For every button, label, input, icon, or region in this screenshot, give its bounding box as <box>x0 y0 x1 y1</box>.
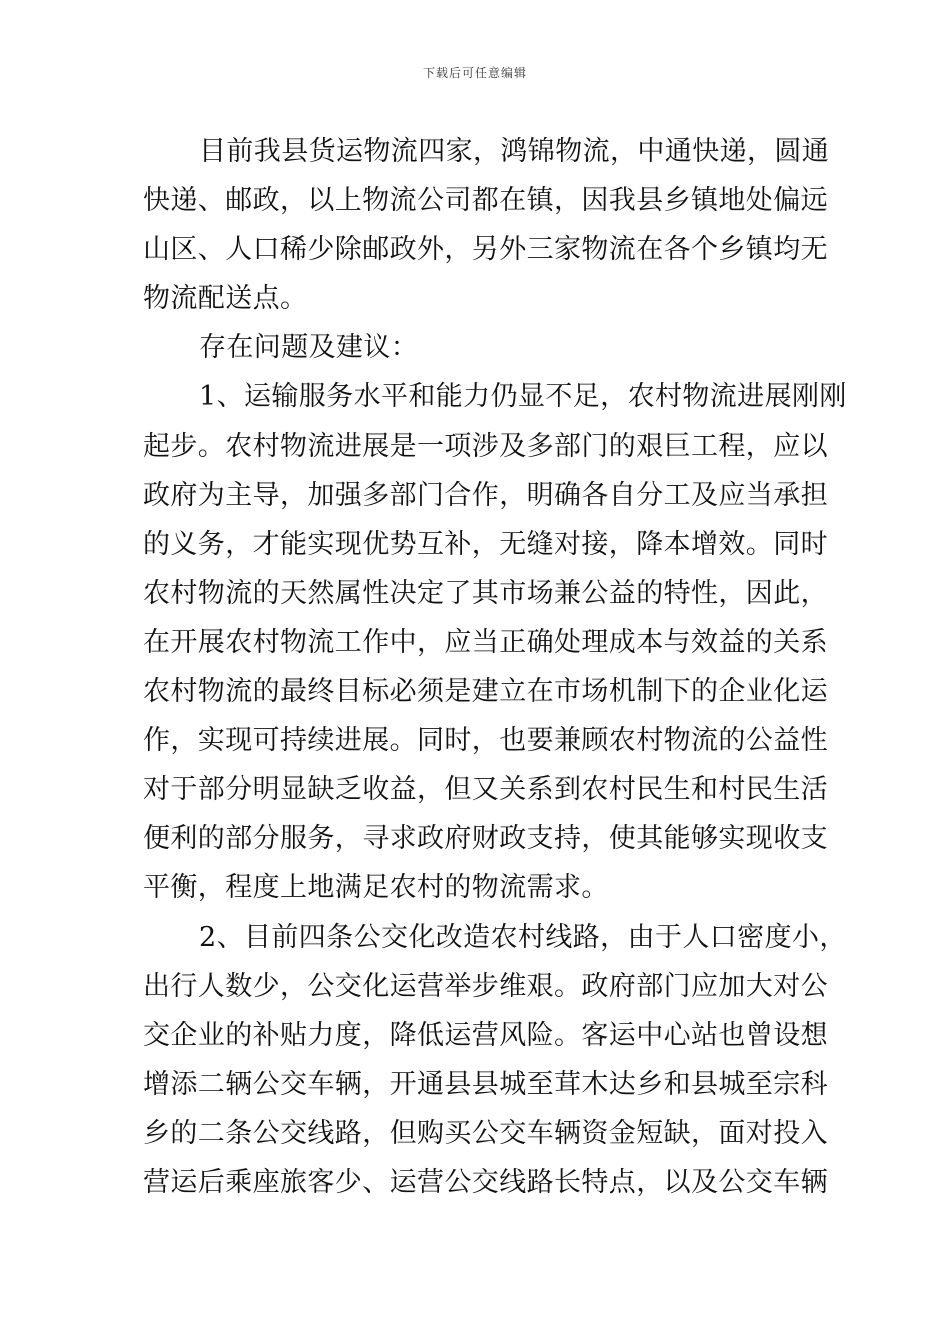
paragraph-line: 出行人数少，公交化运营举步维艰。政府部门应加大对公 <box>143 970 828 1002</box>
paragraph-line: 农村物流的天然属性决定了其市场兼公益的特性，因此， <box>143 577 828 609</box>
paragraph-line: 的义务，才能实现优势互补，无缝对接，降本增效。同时 <box>143 528 828 560</box>
paragraph-line: 交企业的补贴力度，降低运营风险。客运中心站也曾设想 <box>143 1019 828 1051</box>
paragraph-line: 山区、人口稀少除邮政外，另外三家物流在各个乡镇均无 <box>143 234 828 266</box>
paragraph-line: 对于部分明显缺乏收益，但又关系到农村民生和村民生活 <box>143 774 828 806</box>
paragraph-line: 目前我县货运物流四家，鸿锦物流，中通快递，圆通 <box>199 136 830 167</box>
paragraph-line: 政府为主导，加强多部门合作，明确各自分工及应当承担 <box>143 479 828 511</box>
paragraph-line: 平衡，程度上地满足农村的物流需求。 <box>143 872 609 904</box>
paragraph-line: 便利的部分服务，寻求政府财政支持，使其能够实现收支 <box>143 823 828 855</box>
paragraph-line: 2、目前四条公交化改造农村线路，由于人口密度小， <box>199 921 847 953</box>
paragraph-line: 在开展农村物流工作中，应当正确处理成本与效益的关系 <box>143 626 828 658</box>
paragraph-line: 起步。农村物流进展是一项涉及多部门的艰巨工程，应以 <box>143 430 828 462</box>
paragraph-line: 快递、邮政，以上物流公司都在镇，因我县乡镇地处偏远 <box>143 185 828 217</box>
paragraph-line: 乡的二条公交线路，但购买公交车辆资金短缺，面对投入 <box>143 1117 828 1149</box>
paragraph-line: 1、运输服务水平和能力仍显不足，农村物流进展刚刚 <box>199 381 847 413</box>
section-heading: 存在问题及建议： <box>199 332 419 364</box>
page-header: 下载后可任意编辑 <box>422 66 527 80</box>
document-body <box>143 127 847 1207</box>
paragraph-line: 作，实现可持续进展。同时，也要兼顾农村物流的公益性 <box>143 725 828 757</box>
paragraph-line: 物流配送点。 <box>143 283 308 315</box>
paragraph-line: 营运后乘座旅客少、运营公交线路长特点，以及公交车辆 <box>143 1166 828 1198</box>
paragraph-line: 增添二辆公交车辆，开通县县城至茸木达乡和县城至宗科 <box>143 1068 828 1100</box>
paragraph-line: 农村物流的最终目标必须是建立在市场机制下的企业化运 <box>143 676 828 708</box>
